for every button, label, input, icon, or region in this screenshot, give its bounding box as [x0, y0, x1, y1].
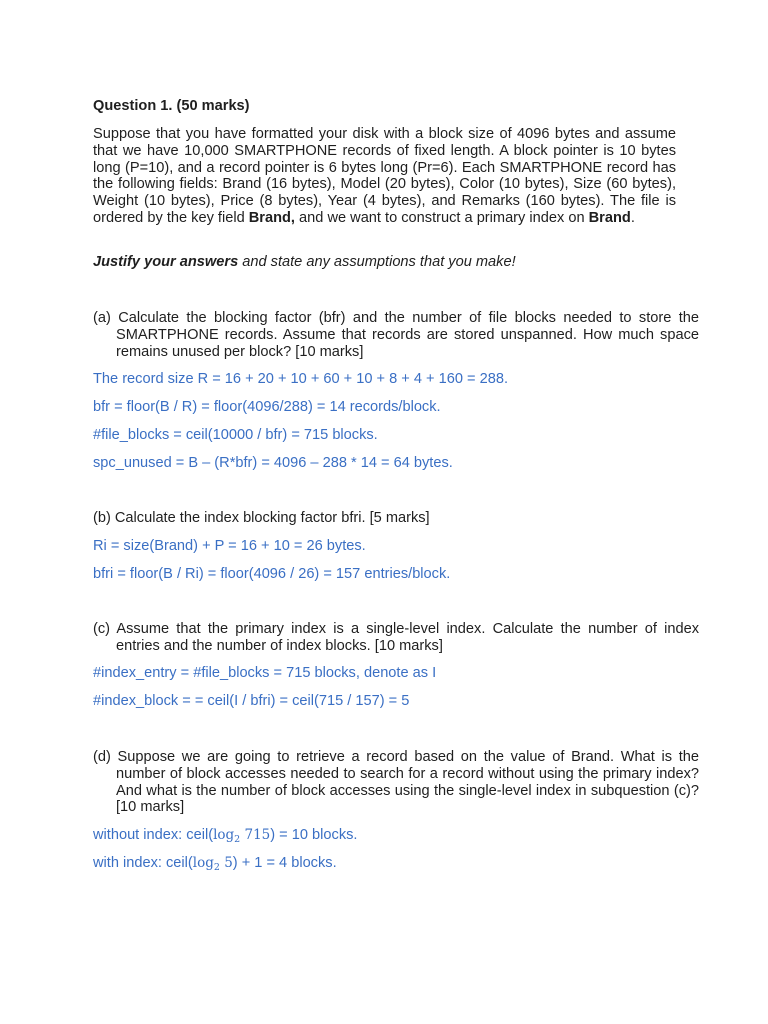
part-b-question: (b) Calculate the index blocking factor bfri. [5 marks] — [93, 510, 430, 526]
log-expression: $\log_2 715$ — [213, 827, 271, 845]
question-title: Question 1. (50 marks) — [93, 98, 250, 114]
justify-rest: and state any assumptions that you make! — [238, 254, 516, 270]
part-d-answer-without-index — [93, 827, 676, 849]
part-b-answer-2: bfri = floor(B / Ri) = floor(4096 / 26) = 157 entries/block. — [93, 566, 451, 582]
part-c-answer-1: #index_entry = #file_blocks = 715 blocks, denote as I — [93, 665, 437, 681]
part-c-answer-2: #index_block = = ceil(I / bfri) = ceil(715 / 157) = 5 — [93, 693, 410, 709]
part-a-answer-4: spc_unused = B – (R*bfr) = 4096 – 288 * 14 = 64 bytes. — [93, 455, 453, 471]
part-a-answer-3: #file_blocks = ceil(10000 / bfr) = 715 blocks. — [93, 427, 378, 443]
log-expression: $\log_2 5$ — [192, 855, 233, 873]
with-index-prefix: with index: ceil( — [93, 855, 193, 871]
justify-instruction — [93, 254, 676, 271]
without-index-suffix: ) = 10 blocks. — [270, 827, 358, 843]
part-b-answer-1: Ri = size(Brand) + P = 16 + 10 = 26 bytes. — [93, 538, 366, 554]
without-index-prefix: without index: ceil( — [93, 827, 214, 843]
intro-index-field: Brand — [588, 209, 631, 226]
part-a-answer-2: bfr = floor(B / R) = floor(4096/288) = 14 records/block. — [93, 399, 441, 415]
question-intro — [93, 126, 676, 227]
part-d-answer-with-index — [93, 855, 676, 877]
intro-text: Suppose that you have formatted your disk with a block size of 4096 bytes and assume that we have 10,000 SMARTPHONE records of fixed length. A block pointer is 10 bytes long (P=10), and a record pointer is 6 bytes long (Pr=6). Each SMARTPHONE record has the following fields: Brand (16 bytes), Model (20 bytes), Color (10 bytes), Size (60 bytes), Weight (10 bytes), Price (8 bytes), Year (4 bytes), and Remarks (160 bytes). The file is ordered by the key field — [93, 126, 676, 226]
part-c-question: (c) Assume that the primary index is a single-level index. Calculate the number of index entries and the number of index blocks. [10 marks] — [93, 621, 699, 654]
with-index-suffix: ) + 1 = 4 blocks. — [232, 855, 337, 871]
intro-end: . — [630, 209, 635, 226]
justify-emphasis: Justify your answers — [93, 254, 239, 270]
part-a-question: (a) Calculate the blocking factor (bfr) and the number of file blocks needed to store the SMARTPHONE records. Assume that records are stored unspanned. How much space remains unused per block? [10 marks] — [93, 310, 699, 360]
intro-text-continued: and we want to construct a primary index on — [294, 209, 589, 226]
part-a-answer-1: The record size R = 16 + 20 + 10 + 60 + 10 + 8 + 4 + 160 = 288. — [93, 371, 509, 387]
intro-key-field: Brand, — [248, 209, 295, 226]
part-d-question: (d) Suppose we are going to retrieve a record based on the value of Brand. What is the number of block accesses needed to search for a record without using the primary index? And what is the number of block accesses using the single-level index in subquestion (c)? [10 marks] — [93, 749, 699, 816]
